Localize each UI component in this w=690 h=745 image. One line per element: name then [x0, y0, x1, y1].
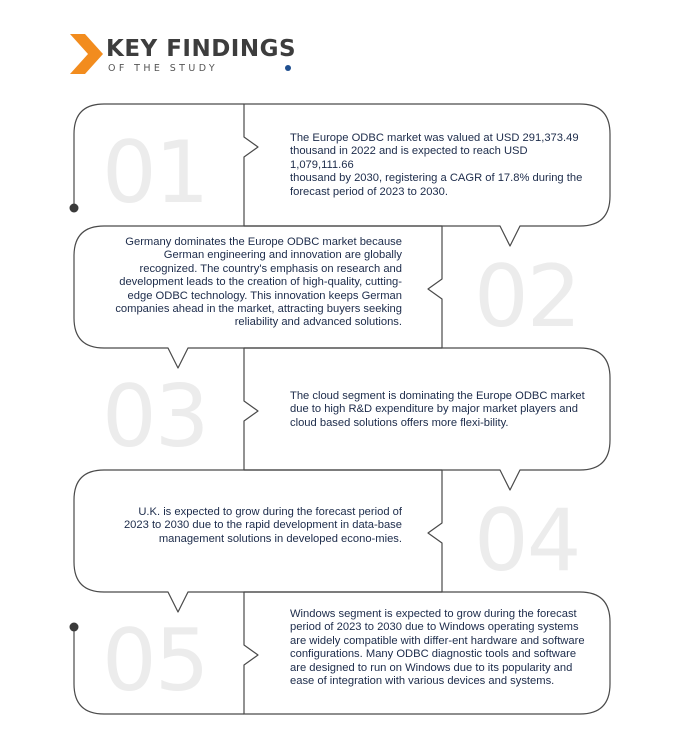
page-subtitle: OF THE STUDY — [108, 63, 219, 74]
finding-number-01: 01 — [102, 123, 208, 223]
page-title: KEY FINDINGS — [106, 36, 297, 62]
finding-number-02: 02 — [474, 247, 580, 347]
finding-number-03: 03 — [102, 367, 208, 467]
timeline-dot-start — [70, 204, 79, 213]
finding-number-04: 04 — [474, 491, 580, 591]
finding-text-01: The Europe ODBC market was valued at USD 291,373.49 thousand in 2022 and is expected to reach USD 1,079,111.66 thousand by 2030, registering a CAGR of 17.8% during the forecast period of 2023 to 2030. — [290, 132, 583, 198]
finding-text-03: The cloud segment is dominating the Europe ODBC market due to high R&D expenditure by major market players and cloud based solutions offers more flexi-bility. — [290, 390, 585, 429]
finding-text-02: Germany dominates the Europe ODBC market because German engineering and innovation are globally recognized. The country's emphasis on research and development leads to the creation of high-quality, cutting-edge ODBC technology. This innovation keeps German companies ahead in the market, attracting buyers seeking reliability and advanced solutions. — [115, 236, 402, 329]
finding-number-05: 05 — [102, 611, 208, 711]
finding-text-04: U.K. is expected to grow during the forecast period of 2023 to 2030 due to the rapid development in data-base management solutions in developed econo-mies. — [123, 506, 402, 545]
finding-text-05: Windows segment is expected to grow during the forecast period of 2023 to 2030 due to Windows operating systems are widely compatible with differ-ent hardware and software configurations. Many ODBC diagnostic tools and software are designed to run on Windows due to its popularity and ease of integration with various devices and systems. — [290, 608, 585, 688]
timeline-dot-end — [70, 623, 79, 632]
